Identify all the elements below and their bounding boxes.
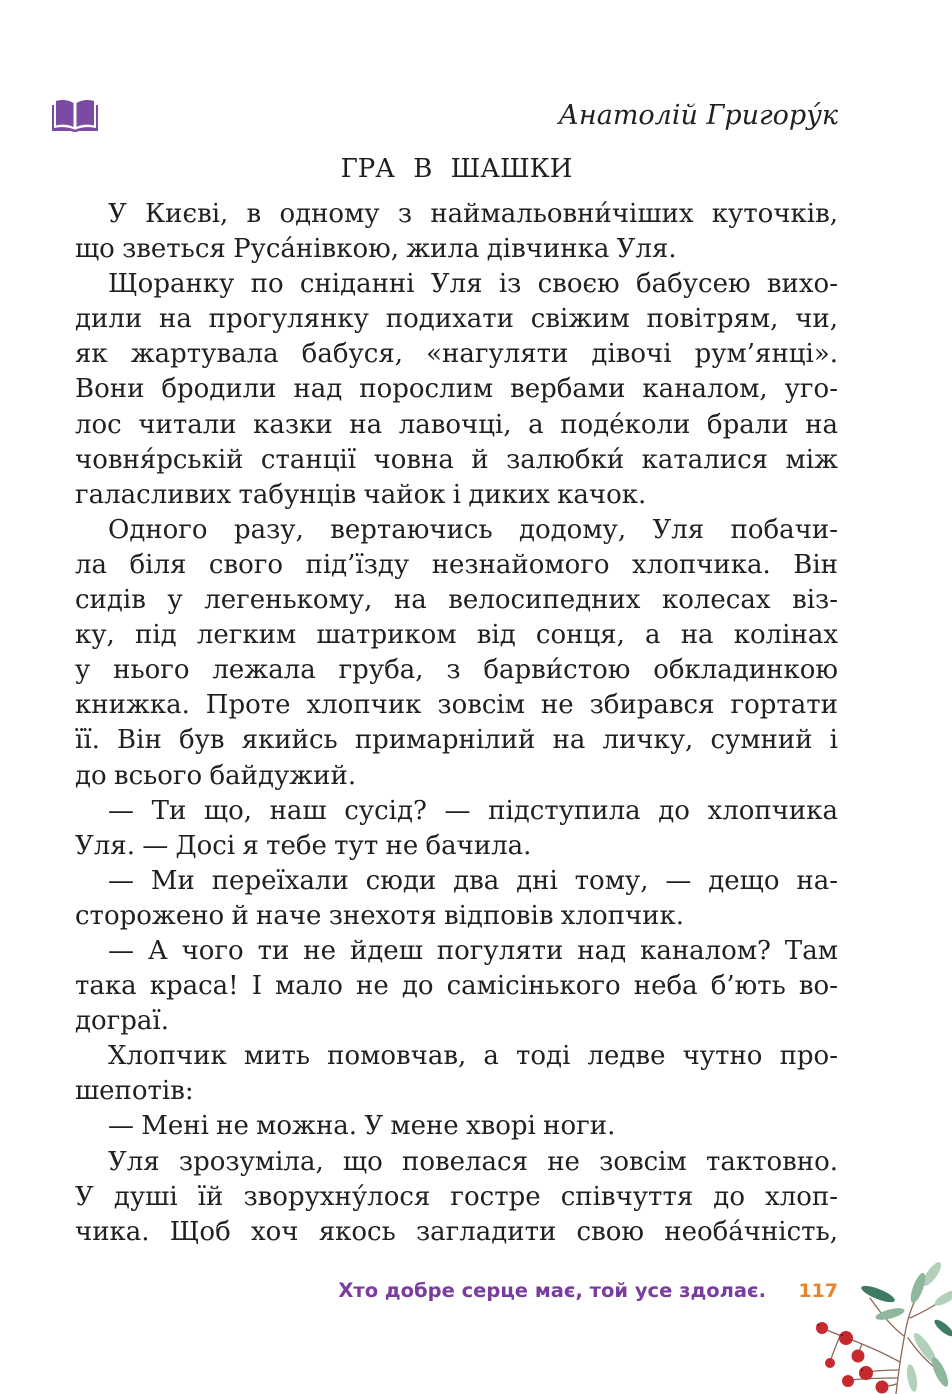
leaf (929, 1355, 952, 1388)
berry (861, 1369, 863, 1371)
story-title: ГРА В ШАШКИ (340, 154, 573, 184)
leaf (874, 1306, 905, 1322)
text-line: така краса! І мало не до самісінького неба б’ють во- (75, 971, 838, 1002)
paragraph (75, 1039, 838, 1109)
berry (825, 1358, 835, 1368)
berry (842, 1375, 854, 1387)
text-line: У Києві, в одному з наймальовни́чіших куточків, (108, 199, 838, 229)
berry (841, 1334, 843, 1336)
stem (850, 1378, 897, 1380)
text-line: лос читали казки на лавочці, а поде́коли брали на (75, 409, 838, 440)
text-line: книжка. Проте хлопчик зовсім не збирався гортати (75, 690, 838, 721)
text-line: човня́рській станції човна й залюбки́ каталися між (75, 444, 838, 475)
text-line: Щоранку по сніданні Уля із своєю бабусею вихо- (108, 269, 838, 300)
leaf (908, 1271, 928, 1304)
text-line: сторожено й наче знехотя відповів хлопчик. (75, 900, 684, 931)
text-line: сидів у легенькому, на велосипедних колесах віз- (75, 585, 838, 616)
text-line: галасливих табунців чайок і диких качок. (75, 479, 647, 510)
berry (817, 1324, 819, 1326)
text-line: — Ти що, наш сусід? — підступила до хлопчика (108, 795, 838, 826)
leaf (859, 1283, 896, 1306)
text-line: дограї. (75, 1006, 170, 1037)
paragraph (75, 267, 838, 513)
berry (816, 1322, 828, 1334)
story-text (75, 197, 838, 1250)
paragraph (75, 513, 838, 794)
text-line: ку, під легким шатриком від сонця, а на колінах (75, 620, 838, 651)
page-number: 117 (798, 1280, 838, 1302)
leaf (932, 1317, 952, 1339)
text-line: дили на прогулянку подихати свіжим повітрям, чи, (75, 304, 838, 335)
text-line: що зветься Руса́нівкою, жила дівчинка Уля. (75, 234, 677, 265)
paragraph (75, 197, 838, 267)
text-line: Уля зрозуміла, що повелася не зовсім тактовно. (108, 1146, 838, 1177)
paragraph (75, 864, 838, 934)
leaf (905, 1363, 919, 1392)
text-line: до всього байдужий. (75, 760, 357, 791)
text-line: Хлопчик мить помовчав, а тоді ледве чутно про- (108, 1041, 838, 1072)
text-line: — А чого ти не йдеш погуляти над каналом? Там (108, 935, 838, 966)
berry (876, 1381, 889, 1394)
paragraph (75, 1145, 838, 1250)
footer-motto: Хто добре серце має, той усе здолає. (338, 1279, 766, 1302)
paragraph (75, 794, 838, 864)
open-book-icon (52, 98, 98, 132)
text-line: — Ми переїхали сюди два дні тому, — дещо на- (108, 865, 838, 896)
berry-sprig-icon (800, 1258, 952, 1394)
text-line: чика. Щоб хоч якось загладити свою необа́чність, (75, 1216, 838, 1247)
berry (839, 1331, 853, 1345)
text-line: у нього лежала груба, з барви́стою обкладинкою (75, 655, 838, 686)
author-name: Анатолій Григору́к (558, 100, 838, 131)
text-line: шепотів: (75, 1076, 194, 1107)
text-line: У душі їй зворухну́лося гостре співчуття до хлоп- (75, 1181, 838, 1212)
text-line: її. Він був якийсь примарнілий на личку, сумний і (75, 725, 838, 756)
text-line: Вони бродили над порослим вербами каналом, уго- (75, 374, 838, 405)
text-line: Уля. — Досі я тебе тут не бачила. (75, 830, 532, 861)
paragraph (75, 1109, 838, 1144)
text-line: — Мені не можна. У мене хворі ноги. (108, 1111, 616, 1142)
berry (859, 1366, 873, 1380)
text-line: ла біля свого під’їзду незнайомого хлопчика. Він (75, 549, 838, 580)
text-line: як жартувала бабуся, «нагуляти дівочі рум’янці». (75, 339, 838, 370)
text-line: Одного разу, вертаючись додому, Уля побачи- (108, 514, 838, 545)
paragraph (75, 934, 838, 1039)
stem (830, 1336, 840, 1362)
berry (852, 1350, 865, 1363)
